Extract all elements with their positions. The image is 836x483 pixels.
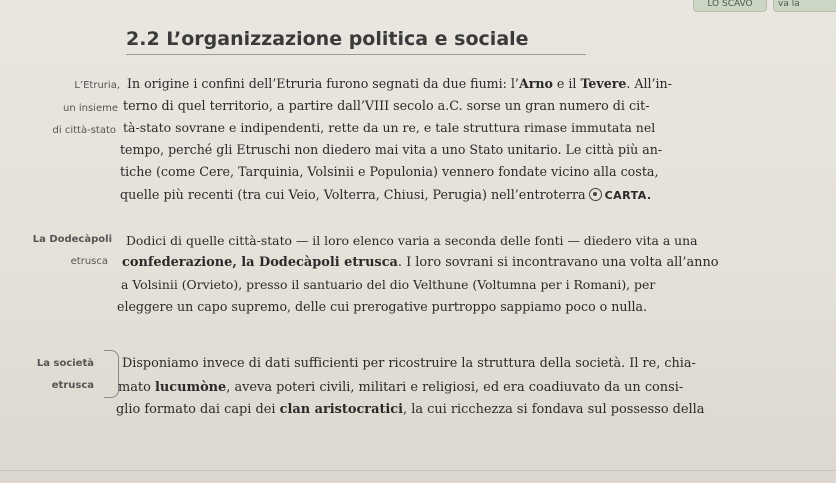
- s2-line-4: eleggere un capo supremo, delle cui prerogative purtroppo sappiamo poco o nulla.: [117, 299, 648, 314]
- title-underline: [126, 54, 586, 55]
- side-label-etruria-1: L’Etruria,: [74, 80, 120, 91]
- carta-link[interactable]: CARTA.: [604, 189, 652, 202]
- s1-line-4: tempo, perché gli Etruschi non diedero mai vita a uno Stato unitario. Le città più an-: [120, 142, 663, 157]
- s2-line-3: a Volsinii (Orvieto), presso il santuario del dio Velthune (Voltumna per i Romani), per: [121, 277, 656, 292]
- s1-line-1: In origine i confini dell’Etruria furono segnati da due fiumi: l’Arno e il Tevere. All’in-: [127, 76, 672, 91]
- s1-line-5: tiche (come Cere, Tarquinia, Volsinii e Populonia) vennero fondate vicino alla costa,: [120, 164, 659, 179]
- side-label-societa-1: La società: [36, 358, 94, 369]
- side-label-etruria-2: un insieme: [62, 103, 118, 114]
- side-label-dodecapoli-1: La Dodecàpoli: [32, 234, 112, 245]
- map-pin-icon: [589, 188, 602, 201]
- side-label-etruria-3: di città-stato: [52, 125, 116, 136]
- s3-line-3: glio formato dai capi dei clan aristocratici, la cui ricchezza si fondava sul possesso della: [116, 402, 705, 417]
- s1-line-3: tà-stato sovrane e indipendenti, rette da un re, e tale struttura rimase immutata nel: [123, 120, 656, 135]
- s1-line-2: terno di quel territorio, a partire dall’VIII secolo a.C. sorse un gran numero di cit-: [123, 98, 650, 113]
- s1-line-6: quelle più recenti (tra cui Veio, Volterra, Chiusi, Perugia) nell’entroterra CARTA.: [120, 187, 652, 202]
- s3-line-2: mato lucumòne, aveva poteri civili, militari e religiosi, ed era coadiuvato da un consi-: [118, 380, 684, 395]
- side-label-societa-2: etrusca: [51, 380, 94, 391]
- s3-line-1: Disponiamo invece di dati sufficienti per ricostruire la struttura della società. Il re, chia-: [122, 356, 696, 371]
- s2-line-2: confederazione, la Dodecàpoli etrusca. I loro sovrani si incontravano una volta all’anno: [122, 255, 719, 270]
- side-label-bracket: [104, 350, 119, 398]
- s2-line-1: Dodici di quelle città-stato — il loro elenco varia a seconda delle fonti — diedero vita a una: [126, 233, 698, 248]
- page-shadow-line: [0, 470, 836, 471]
- tab-lo-scavo: LO SCAVO: [693, 0, 767, 12]
- side-label-dodecapoli-2: etrusca: [70, 256, 108, 267]
- tab-va-la: va la: [773, 0, 836, 12]
- section-title: 2.2 L’organizzazione politica e sociale: [126, 28, 529, 50]
